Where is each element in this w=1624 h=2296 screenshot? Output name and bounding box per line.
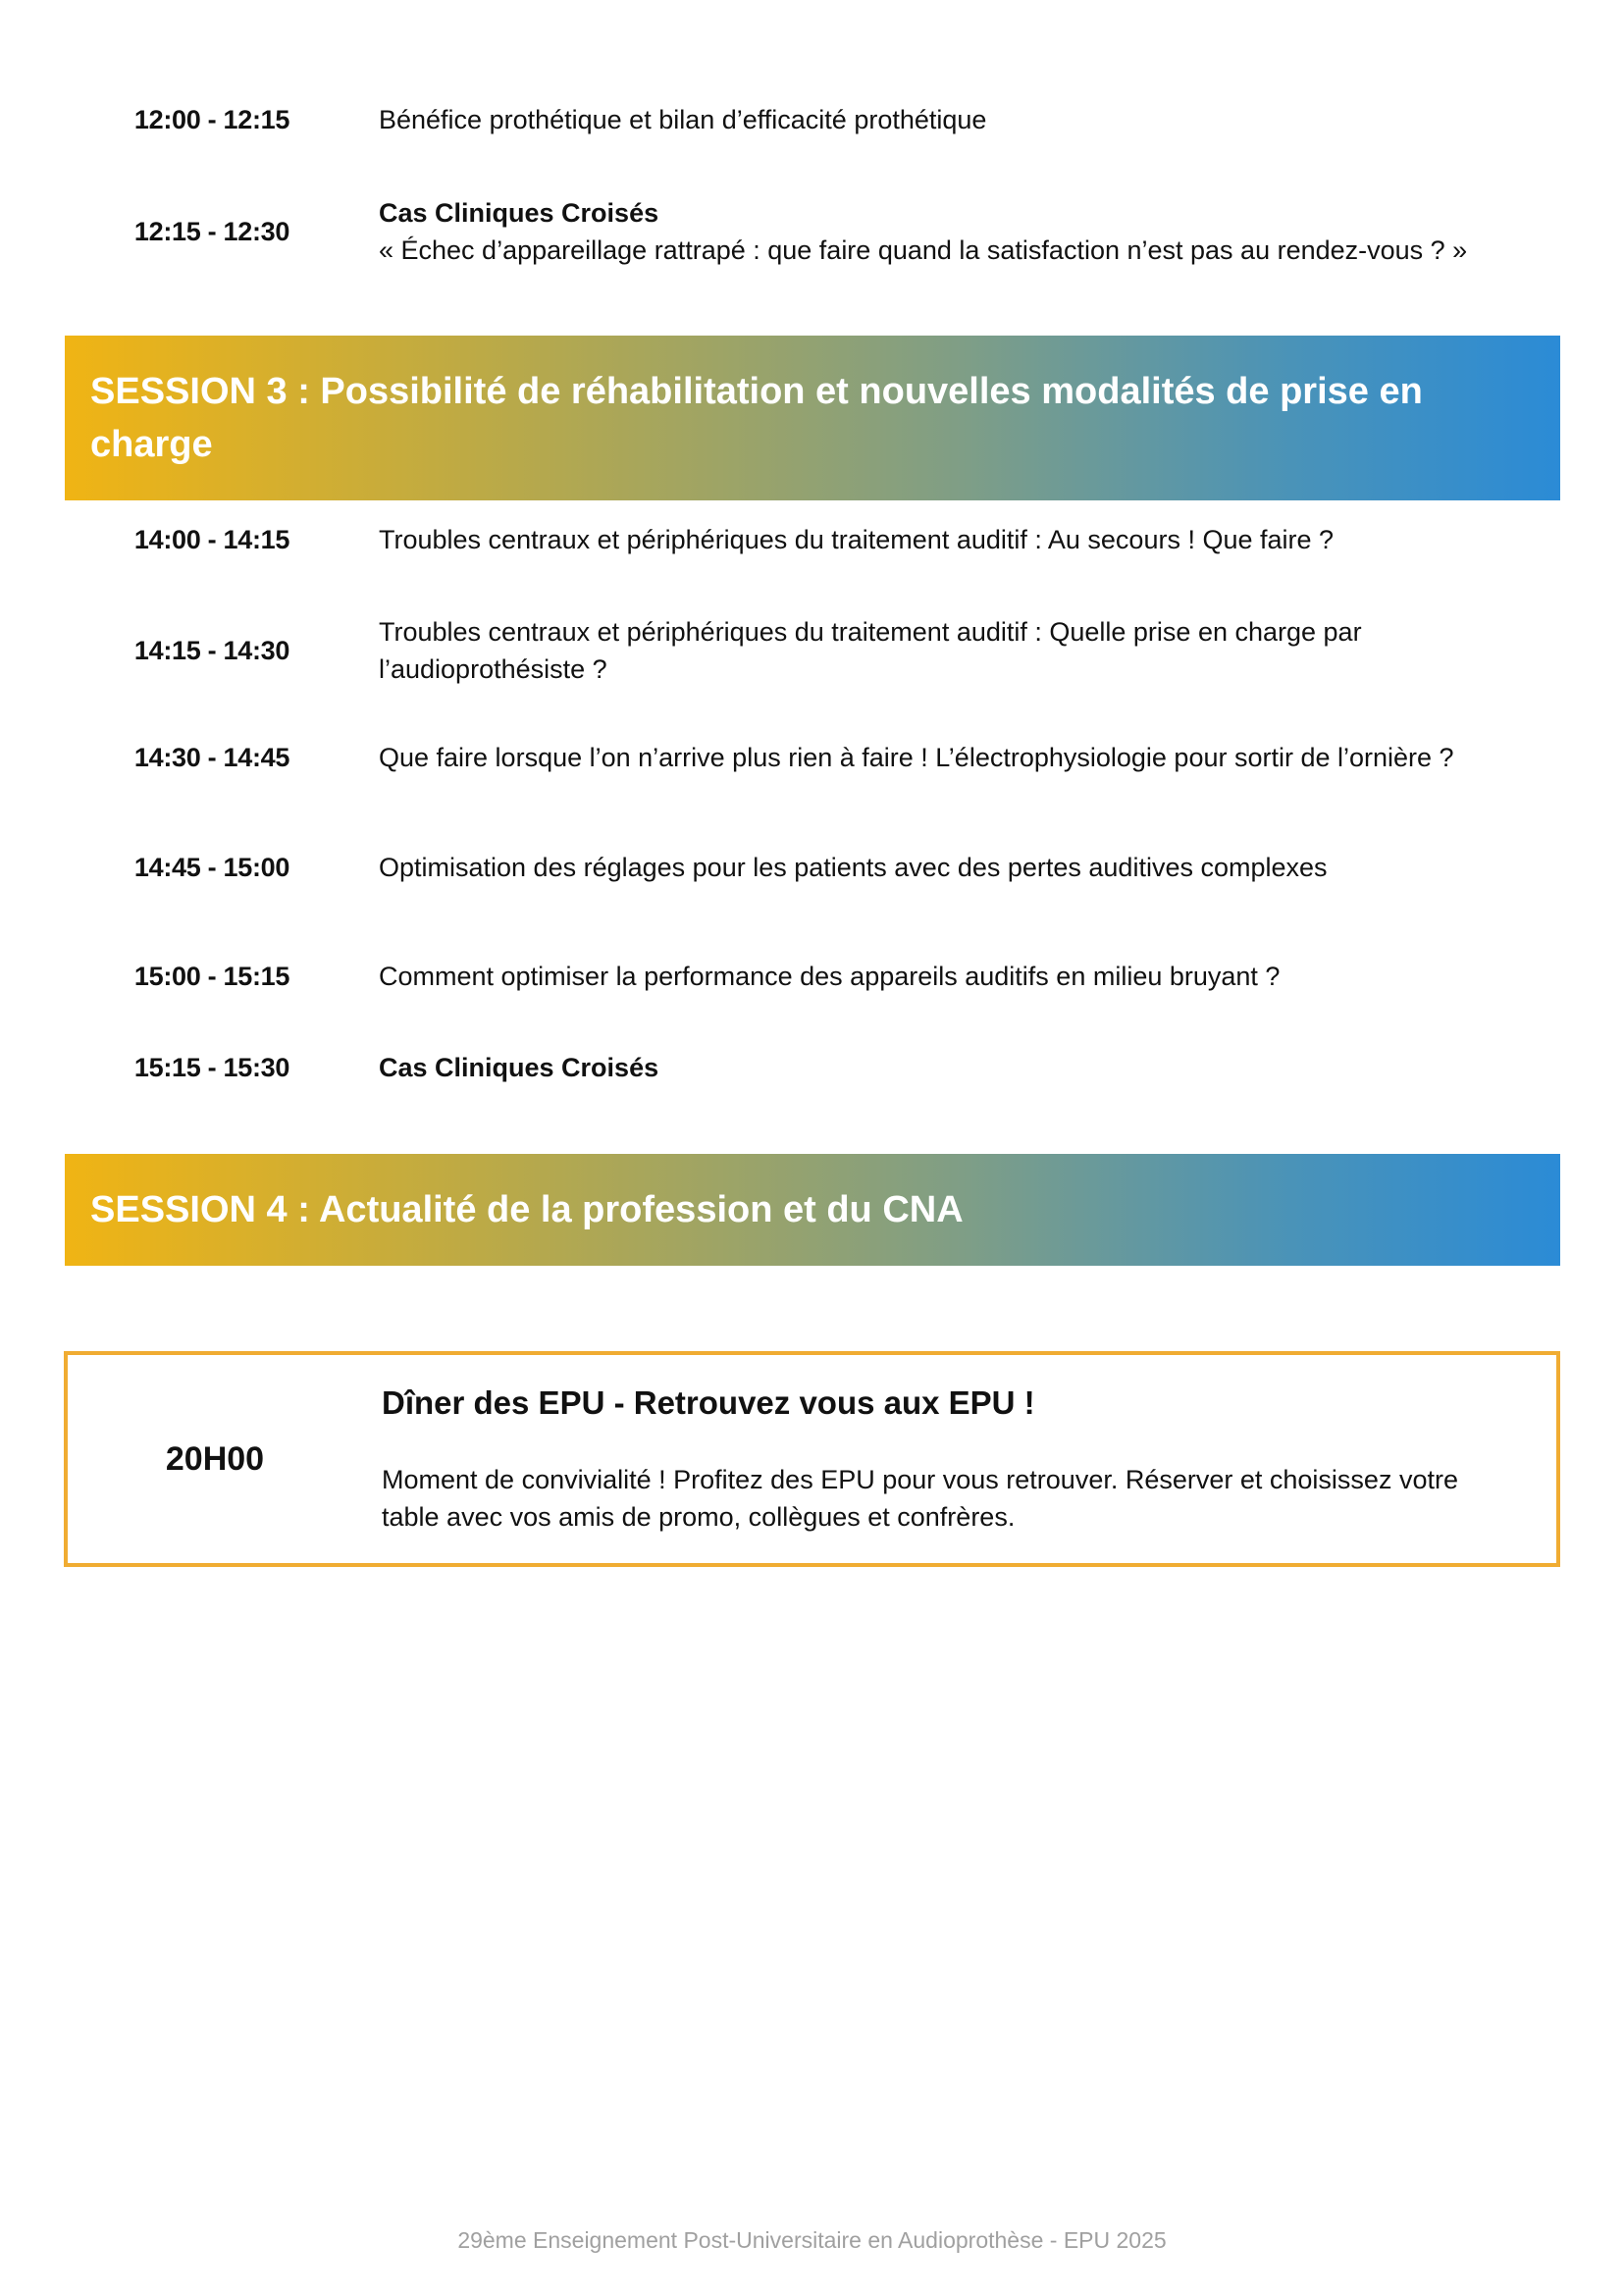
time-slot: 14:30 - 14:45 (133, 742, 290, 772)
time-slot: 15:00 - 15:15 (133, 961, 290, 991)
schedule-row (65, 846, 1556, 889)
talk-description (359, 739, 1556, 776)
schedule-row (65, 955, 1556, 998)
time-slot: 14:45 - 15:00 (133, 852, 290, 882)
talk-description (359, 521, 1556, 558)
talk-description (359, 194, 1556, 269)
schedule-row (65, 736, 1556, 779)
talk-text: Bénéfice prothétique et bilan d’efficacité prothétique (379, 105, 987, 134)
talk-text: Optimisation des réglages pour les patients avec des pertes auditives complexes (379, 853, 1328, 882)
talk-title: Cas Cliniques Croisés (379, 198, 659, 228)
talk-description (359, 958, 1556, 995)
dinner-title: Dîner des EPU - Retrouvez vous aux EPU ! (382, 1384, 1035, 1421)
time-slot: 14:15 - 14:30 (133, 635, 290, 665)
session-4-title: SESSION 4 : Actualité de la profession et du CNA (90, 1189, 964, 1230)
page-footer: 29ème Enseignement Post-Universitaire en Audioprothèse - EPU 2025 (457, 2227, 1167, 2253)
talk-description (359, 101, 1556, 138)
dinner-text: Moment de convivialité ! Profitez des EPU pour vous retrouver. Réserver et choisissez votre table avec vos amis de promo, collègues et confrères. (382, 1465, 1458, 1532)
schedule-row (65, 518, 1556, 561)
talk-description (359, 1049, 1556, 1086)
schedule-row (65, 611, 1556, 690)
dinner-box (64, 1351, 1560, 1567)
session-3-banner (65, 336, 1560, 500)
talk-title: Cas Cliniques Croisés (379, 1053, 659, 1082)
talk-text: Comment optimiser la performance des appareils auditifs en milieu bruyant ? (379, 962, 1281, 991)
talk-text: Troubles centraux et périphériques du traitement auditif : Au secours ! Que faire ? (379, 525, 1335, 554)
talk-text: Que faire lorsque l’on n’arrive plus rien à faire ! L’électrophysiologie pour sortir de l’ornière ? (379, 743, 1454, 772)
talk-text: Troubles centraux et périphériques du traitement auditif : Quelle prise en charge par l’audioprothésiste ? (379, 617, 1362, 684)
dinner-time: 20H00 (165, 1439, 265, 1478)
talk-description (359, 613, 1556, 688)
time-slot: 15:15 - 15:30 (133, 1052, 290, 1082)
time-slot: 14:00 - 14:15 (133, 524, 290, 554)
time-slot: 12:00 - 12:15 (133, 104, 290, 134)
schedule-row (65, 98, 1556, 141)
talk-text: « Échec d’appareillage rattrapé : que faire quand la satisfaction n’est pas au rendez-vous ? » (379, 235, 1468, 265)
session-3-title: SESSION 3 : Possibilité de réhabilitation et nouvelles modalités de prise en charge (90, 371, 1423, 465)
talk-description (359, 849, 1556, 886)
schedule-row (65, 192, 1556, 271)
time-slot: 12:15 - 12:30 (133, 216, 290, 246)
schedule-row (65, 1046, 1556, 1089)
session-4-banner (65, 1154, 1560, 1266)
